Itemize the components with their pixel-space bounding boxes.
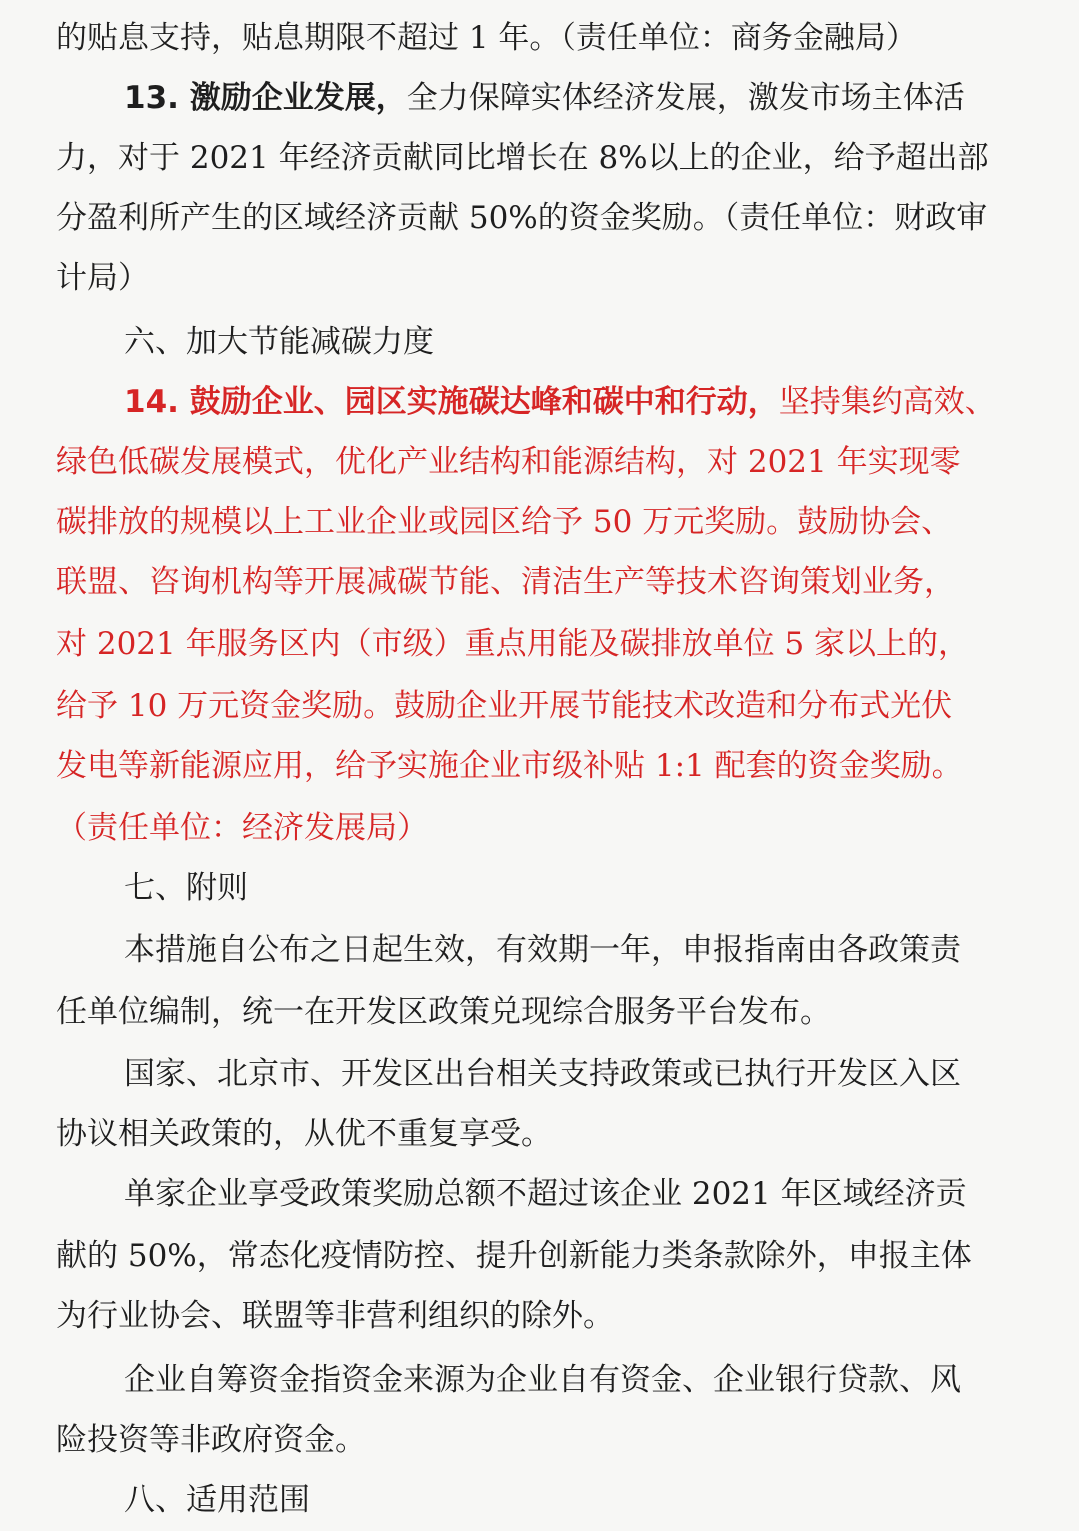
text-line: 联盟、咨询机构等开展减碳节能、清洁生产等技术咨询策划业务，: [56, 564, 955, 600]
text-line: 国家、北京市、开发区出台相关支持政策或已执行开发区入区: [124, 1056, 961, 1092]
section-7-heading: 七、附则: [124, 870, 248, 906]
text-line: 力，对于 2021 年经济贡献同比增长在 8%以上的企业，给予超出部: [56, 140, 989, 176]
text-line: 任单位编制，统一在开发区政策兑现综合服务平台发布。: [56, 994, 831, 1030]
text-line: 给予 10 万元资金奖励。鼓励企业开展节能技术改造和分布式光伏: [56, 688, 953, 724]
text-line: 发电等新能源应用，给予实施企业市级补贴 1:1 配套的资金奖励。: [56, 748, 963, 784]
item-13-text: 全力保障实体经济发展，激发市场主体活: [406, 80, 965, 116]
item-14-text: 坚持集约高效、: [778, 384, 996, 420]
text-line: 计局）: [56, 260, 149, 296]
text-line: 险投资等非政府资金。: [56, 1422, 366, 1458]
section-8-heading: 八、适用范围: [124, 1482, 310, 1518]
section-6-heading: 六、加大节能减碳力度: [124, 324, 434, 360]
text-line: 本措施自公布之日起生效，有效期一年，申报指南由各政策责: [124, 932, 961, 968]
item-13-title: 13. 激励企业发展，: [124, 80, 407, 116]
text-line: 献的 50%，常态化疫情防控、提升创新能力类条款除外，申报主体: [56, 1238, 972, 1274]
text-line: 的贴息支持，贴息期限不超过 1 年。（责任单位：商务金融局）: [56, 20, 917, 56]
text-line: 分盈利所产生的区域经济贡献 50%的资金奖励。（责任单位：财政审: [56, 200, 988, 236]
item-14-first-line: [124, 372, 1057, 432]
text-line: 协议相关政策的，从优不重复享受。: [56, 1116, 552, 1152]
text-line: 为行业协会、联盟等非营利组织的除外。: [56, 1298, 614, 1334]
item-13-first-line: [124, 68, 1057, 128]
text-line: 绿色低碳发展模式，优化产业结构和能源结构，对 2021 年实现零: [56, 444, 961, 480]
text-line: 碳排放的规模以上工业企业或园区给予 50 万元奖励。鼓励协会、: [56, 504, 953, 540]
text-line: （责任单位：经济发展局）: [56, 810, 428, 846]
text-line: 对 2021 年服务区内（市级）重点用能及碳排放单位 5 家以上的，: [56, 626, 970, 662]
text-line: 企业自筹资金指资金来源为企业自有资金、企业银行贷款、风: [124, 1362, 961, 1398]
text-line: 单家企业享受政策奖励总额不超过该企业 2021 年区域经济贡: [124, 1176, 967, 1212]
item-14-title: 14. 鼓励企业、园区实施碳达峰和碳中和行动，: [124, 384, 779, 420]
